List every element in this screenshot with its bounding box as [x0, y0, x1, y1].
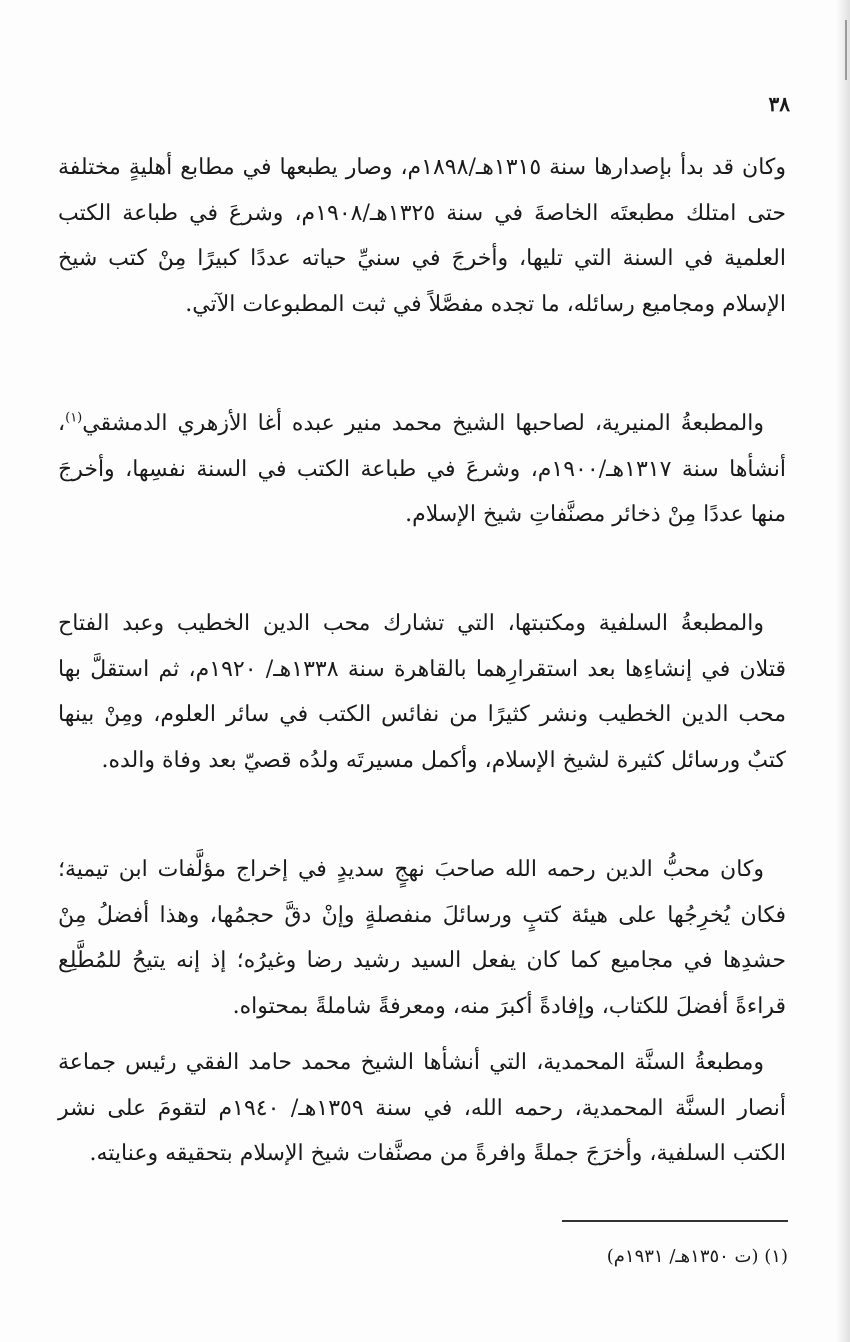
page-number: ٣٨: [768, 92, 790, 116]
paragraph-3: والمطبعةُ السلفية ومكتبتها، التي تشارك محب الدين الخطيب وعبد الفتاح قتلان في إنشاءِها بعد استقرارِهما بالقاهرة سنة ١٣٣٨هـ/ ١٩٢٠م، ثم استقلَّ بها محب الدين الخطيب ونشر كثيرًا من نفائس الكتب في سائر العلوم، ومِنْ بينها كتبٌ ورسائل كثيرة لشيخ الإسلام، وأكمل مسيرتَه ولدُه قصيّ بعد وفاة والده.: [58, 611, 786, 773]
page-gutter-line: [845, 20, 847, 80]
footnote-text: (ت ١٣٥٠هـ/ ١٩٣١م): [606, 1246, 759, 1267]
footnote-1: [607, 1242, 788, 1272]
footnote-reference[interactable]: (١): [65, 410, 83, 426]
paragraph-4: وكان محبُّ الدين رحمه الله صاحبَ نهجٍ سديدٍ في إخراج مؤلَّفات ابن تيمية؛ فكان يُخرِجُها على هيئة كتبٍ ورسائلَ منفصلةٍ وإنْ دقَّ حجمُها، وهذا أفضلُ مِنْ حشدِها في مجاميع كما كان يفعل السيد رشيد رضا وغيرُه؛ إذ إنه يتيحُ للمُطَّلِع قراءةً أفضلَ للكتاب، وإفادةً أكبرَ منه، ومعرفةً شاملةً بمحتواه.: [58, 857, 786, 1019]
page-gutter-shadow: [836, 0, 850, 1342]
paragraph-5: ومطبعةُ السنَّة المحمدية، التي أنشأها الشيخ محمد حامد الفقي رئيس جماعة أنصار السنَّة المحمدية، رحمه الله، في سنة ١٣٥٩هـ/ ١٩٤٠م لتقومَ على نشر الكتب السلفية، وأخرَجَ جملةً وافرةً من مصنَّفات شيخ الإسلام بتحقيقه وعنايته.: [58, 1050, 786, 1166]
paragraph-2-text-after-ref: ، أنشأها سنة ١٣١٧هـ/١٩٠٠م، وشرعَ في طباعة الكتب في السنة نفسِها، وأخرجَ منها عددًا مِنْ ذخائر مصنَّفاتِ شيخ الإسلام.: [58, 411, 786, 527]
paragraph-2: [58, 401, 786, 587]
paragraph-2-text-before-ref: والمطبعةُ المنيرية، لصاحبها الشيخ محمد منير عبده أغا الأزهري الدمشقي: [82, 411, 764, 436]
body-text: [58, 145, 786, 1222]
paragraph-1: وكان قد بدأ بإصدارها سنة ١٣١٥هـ/١٨٩٨م، وصار يطبعها في مطابع أهليةٍ مختلفة حتى امتلك مطبعتَه الخاصةَ في سنة ١٣٢٥هـ/١٩٠٨م، وشرعَ في طباعة الكتب العلمية في السنة التي تليها، وأخرجَ في سنيِّ حياته عددًا كبيرًا مِنْ كتب شيخ الإسلام ومجاميع رسائله، ما تجده مفصَّلاً في ثبت المطبوعات الآتي.: [58, 155, 787, 317]
footnote-separator: [562, 1220, 788, 1222]
footnote-marker: (١): [764, 1246, 788, 1267]
